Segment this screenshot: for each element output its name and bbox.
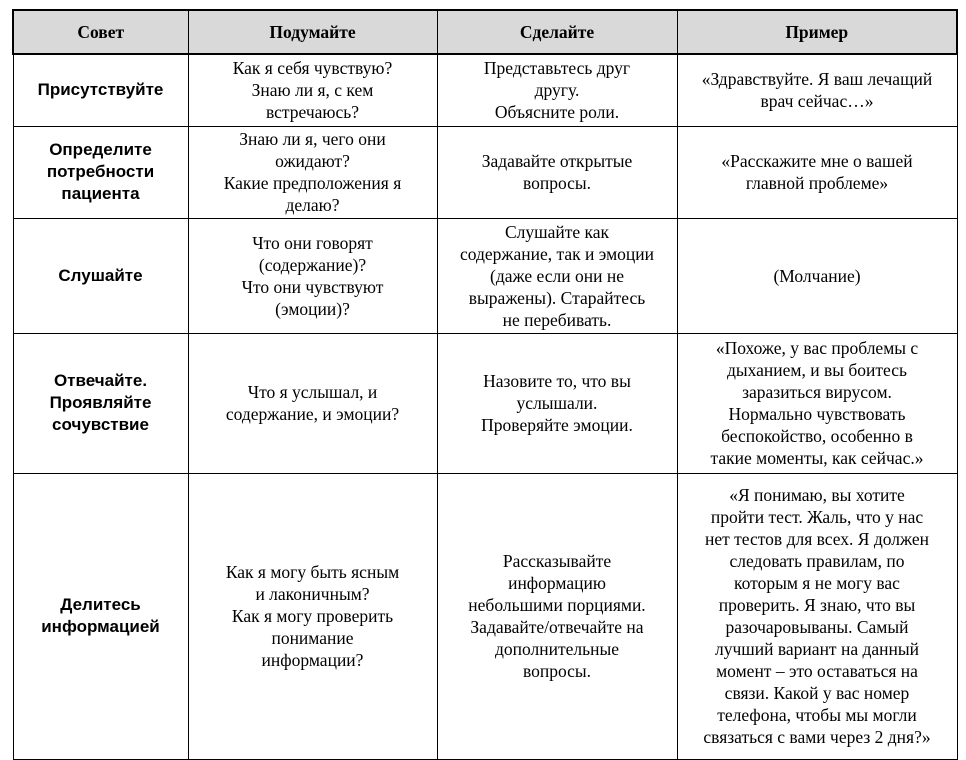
cell-example xyxy=(677,218,957,333)
table-row xyxy=(13,333,957,473)
cell-example xyxy=(677,333,957,473)
think-text: Знаю ли я, чего они ожидают? Какие предположения я делаю? xyxy=(223,129,402,215)
cell-think xyxy=(188,333,437,473)
header-example: Пример xyxy=(677,10,957,54)
do-text: Рассказывайте информацию небольшими порциями. Задавайте/отвечайте на дополнительные вопросы. xyxy=(468,551,646,681)
think-text: Как я себя чувствую? Знаю ли я, с кем встречаюсь? xyxy=(232,58,393,123)
cell-example xyxy=(677,126,957,218)
header-think: Подумайте xyxy=(188,10,437,54)
tip-text: Присутствуйте xyxy=(37,80,164,100)
think-text: Что я услышал, и содержание, и эмоции? xyxy=(225,382,400,424)
do-text: Задавайте открытые вопросы. xyxy=(481,151,633,193)
cell-think xyxy=(188,54,437,126)
example-text: «Похоже, у вас проблемы с дыханием, и вы боитесь заразиться вирусом. Нормально чувствовать беспокойство, особенно в такие моменты, как сейчас.» xyxy=(710,338,924,468)
cell-tip xyxy=(13,126,188,218)
cell-do xyxy=(437,54,677,126)
table-row xyxy=(13,126,957,218)
do-text: Назовите то, что вы услышали. Проверяйте эмоции. xyxy=(481,371,633,435)
tip-text: Определите потребности пациента xyxy=(46,140,155,203)
do-text: Представьтесь друг другу. Объясните роли. xyxy=(483,58,631,123)
cell-think xyxy=(188,218,437,333)
cell-example xyxy=(677,54,957,126)
advice-table-container xyxy=(12,9,956,760)
cell-tip xyxy=(13,333,188,473)
cell-do xyxy=(437,333,677,473)
header-row xyxy=(13,10,957,54)
advice-table xyxy=(12,9,958,760)
tip-text: Отвечайте. Проявляйте сочувствие xyxy=(49,371,152,434)
table-row xyxy=(13,218,957,333)
cell-tip xyxy=(13,473,188,759)
table-row xyxy=(13,54,957,126)
cell-tip xyxy=(13,54,188,126)
header-do: Сделайте xyxy=(437,10,677,54)
cell-example xyxy=(677,473,957,759)
example-text: (Молчание) xyxy=(773,265,861,286)
cell-do xyxy=(437,218,677,333)
header-tip: Совет xyxy=(13,10,188,54)
table-body xyxy=(13,54,957,759)
tip-text: Делитесь информацией xyxy=(41,595,160,636)
example-text: «Расскажите мне о вашей главной проблеме» xyxy=(721,151,913,193)
think-text: Что они говорят (содержание)? Что они чувствуют (эмоции)? xyxy=(241,232,384,319)
do-text: Слушайте как содержание, так и эмоции (даже если они не выражены). Старайтесь не перебивать. xyxy=(459,221,655,330)
table-header xyxy=(13,10,957,54)
cell-think xyxy=(188,126,437,218)
cell-think xyxy=(188,473,437,759)
cell-do xyxy=(437,473,677,759)
example-text: «Я понимаю, вы хотите пройти тест. Жаль, что у нас нет тестов для всех. Я должен следовать правилам, по которым я не могу вас проверить. Я знаю, что вы разочаровываны. Самый лучший вариант на данный момент – это оставаться на связи. Какой у вас номер телефона, чтобы мы могли связаться с вами через 2 дня?» xyxy=(703,485,931,747)
cell-tip xyxy=(13,218,188,333)
tip-text: Слушайте xyxy=(58,265,143,285)
think-text: Как я могу быть ясным и лаконичным? Как я могу проверить понимание информации? xyxy=(225,562,400,670)
cell-do xyxy=(437,126,677,218)
table-row xyxy=(13,473,957,759)
example-text: «Здравствуйте. Я ваш лечащий врач сейчас…» xyxy=(701,69,933,112)
